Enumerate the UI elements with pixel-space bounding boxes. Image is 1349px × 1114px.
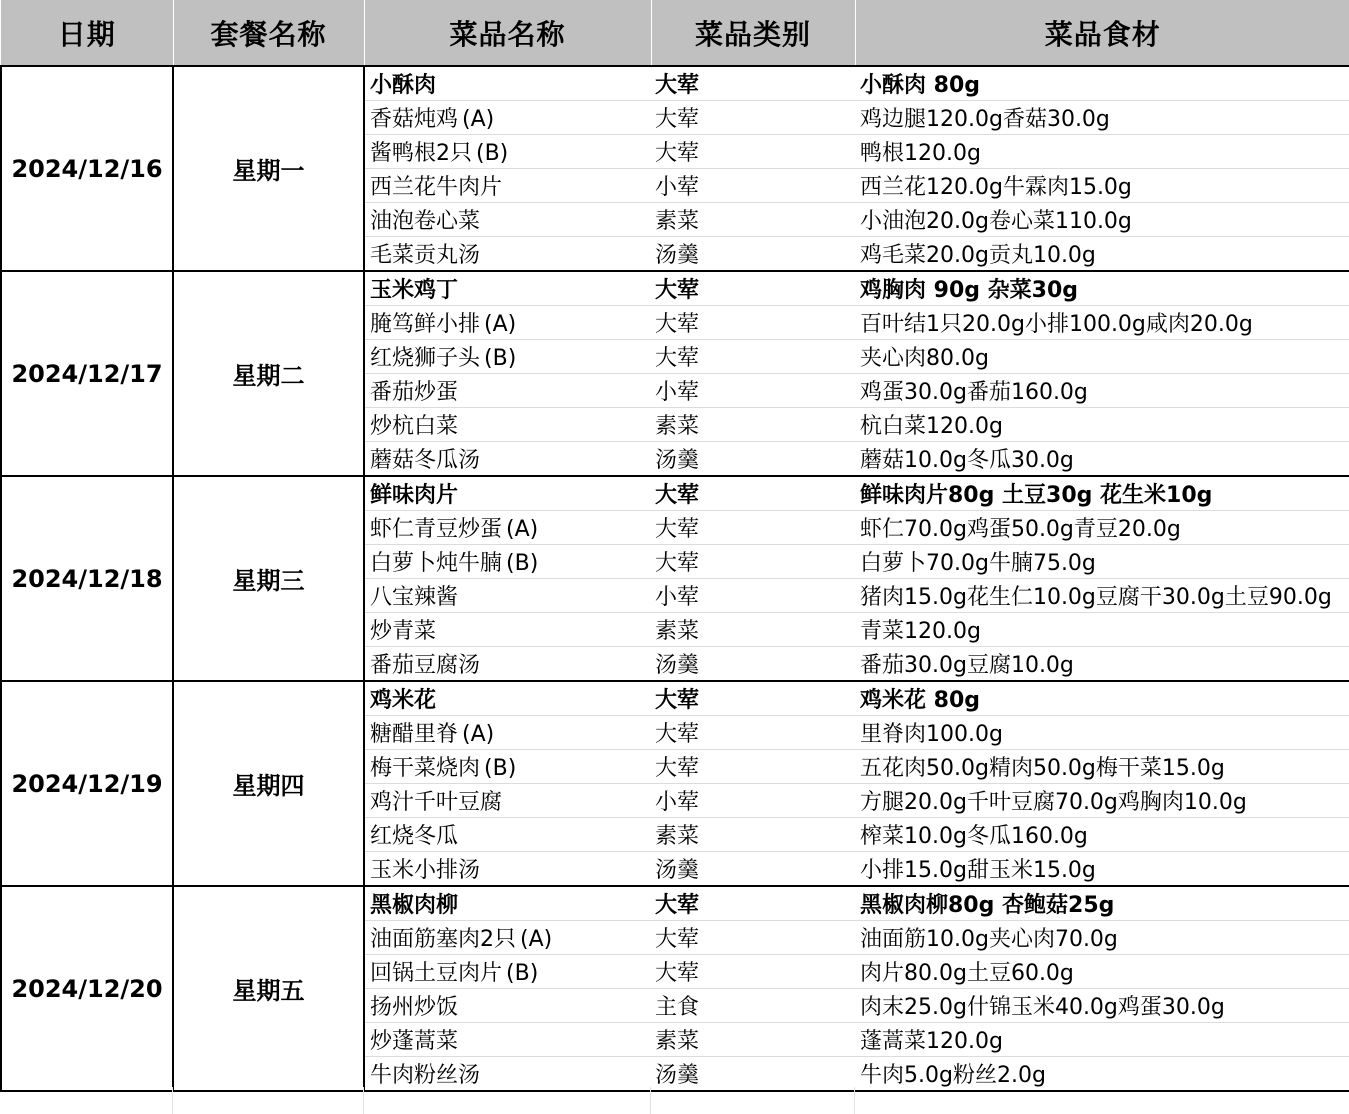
category-cell: 素菜 [651, 613, 855, 647]
dish-variant-tag: (B) [506, 551, 539, 576]
weekday-cell: 星期五 [173, 886, 364, 1091]
dish-name: 鲜味肉片 [370, 483, 459, 508]
category-cell: 素菜 [651, 1023, 855, 1057]
dish-name: 蘑菇冬瓜汤 [370, 448, 481, 473]
ingredients-cell: 猪肉15.0g花生仁10.0g豆腐干30.0g土豆90.0g [855, 579, 1349, 613]
menu-row [1, 886, 1349, 921]
category-cell: 主食 [651, 989, 855, 1023]
category-cell: 大荤 [651, 511, 855, 545]
category-cell: 大荤 [651, 340, 855, 374]
dish-name: 酱鸭根2只 [370, 141, 472, 166]
ingredients-cell: 蓬蒿菜120.0g [855, 1023, 1349, 1057]
category-cell: 大荤 [651, 306, 855, 340]
dish-name: 毛菜贡丸汤 [370, 243, 481, 268]
header-meal: 套餐名称 [173, 0, 364, 66]
date-cell: 2024/12/16 [1, 66, 173, 271]
dish-cell [364, 613, 651, 647]
category-cell: 汤羹 [651, 442, 855, 477]
weekday-cell: 星期二 [173, 271, 364, 476]
category-cell: 大荤 [651, 886, 855, 921]
ingredients-cell: 油面筋10.0g夹心肉70.0g [855, 921, 1349, 955]
dish-name: 虾仁青豆炒蛋 [370, 517, 503, 542]
ingredients-cell: 鸡边腿120.0g香菇30.0g [855, 101, 1349, 135]
category-cell: 大荤 [651, 750, 855, 784]
dish-cell [364, 237, 651, 272]
dish-name: 回锅土豆肉片 [370, 961, 503, 986]
dish-cell [364, 852, 651, 887]
dish-name: 黑椒肉柳 [370, 893, 459, 918]
dish-cell [364, 374, 651, 408]
dish-name: 鸡汁千叶豆腐 [370, 790, 503, 815]
dish-name: 炒杭白菜 [370, 414, 459, 439]
category-cell: 大荤 [651, 135, 855, 169]
menu-row [1, 476, 1349, 511]
category-cell: 大荤 [651, 681, 855, 716]
ingredients-cell: 鸡胸肉 90g 杂菜30g [855, 271, 1349, 306]
ingredients-cell: 白萝卜70.0g牛腩75.0g [855, 545, 1349, 579]
ingredients-cell: 鲜味肉片80g 土豆30g 花生米10g [855, 476, 1349, 511]
category-cell: 小荤 [651, 784, 855, 818]
ingredients-cell: 杭白菜120.0g [855, 408, 1349, 442]
dish-name: 红烧狮子头 [370, 346, 481, 371]
header-row [1, 0, 1349, 66]
ingredients-cell: 番茄30.0g豆腐10.0g [855, 647, 1349, 682]
dish-cell [364, 442, 651, 477]
category-cell: 汤羹 [651, 237, 855, 272]
dish-variant-tag: (A) [462, 107, 495, 132]
dish-variant-tag: (B) [484, 346, 517, 371]
category-cell: 大荤 [651, 716, 855, 750]
dish-variant-tag: (A) [462, 722, 495, 747]
ingredients-cell: 五花肉50.0g精肉50.0g梅干菜15.0g [855, 750, 1349, 784]
ingredients-cell: 肉末25.0g什锦玉米40.0g鸡蛋30.0g [855, 989, 1349, 1023]
category-cell: 大荤 [651, 66, 855, 101]
ingredients-cell: 小油泡20.0g卷心菜110.0g [855, 203, 1349, 237]
dish-cell [364, 1057, 651, 1092]
weekday-cell: 星期一 [173, 66, 364, 271]
dish-name: 小酥肉 [370, 73, 437, 98]
ingredients-cell: 牛肉5.0g粉丝2.0g [855, 1057, 1349, 1092]
dish-name: 油泡卷心菜 [370, 209, 481, 234]
dish-cell [364, 476, 651, 511]
date-cell: 2024/12/19 [1, 681, 173, 886]
category-cell: 大荤 [651, 955, 855, 989]
dish-cell [364, 921, 651, 955]
weekday-cell: 星期三 [173, 476, 364, 681]
dish-name: 白萝卜炖牛腩 [370, 551, 503, 576]
dish-cell [364, 135, 651, 169]
menu-row [1, 681, 1349, 716]
ingredients-cell: 西兰花120.0g牛霖肉15.0g [855, 169, 1349, 203]
dish-name: 腌笃鲜小排 [370, 312, 481, 337]
header-dish: 菜品名称 [364, 0, 651, 66]
dish-cell [364, 955, 651, 989]
category-cell: 小荤 [651, 169, 855, 203]
dish-name: 鸡米花 [370, 688, 437, 713]
date-cell: 2024/12/17 [1, 271, 173, 476]
menu-body [1, 66, 1349, 1091]
dish-cell [364, 681, 651, 716]
category-cell: 素菜 [651, 408, 855, 442]
dish-name: 扬州炒饭 [370, 995, 459, 1020]
category-cell: 大荤 [651, 921, 855, 955]
date-cell: 2024/12/20 [1, 886, 173, 1091]
category-cell: 素菜 [651, 818, 855, 852]
category-cell: 汤羹 [651, 1057, 855, 1092]
dish-cell [364, 66, 651, 101]
ingredients-cell: 方腿20.0g千叶豆腐70.0g鸡胸肉10.0g [855, 784, 1349, 818]
ingredients-cell: 蘑菇10.0g冬瓜30.0g [855, 442, 1349, 477]
dish-cell [364, 989, 651, 1023]
dish-cell [364, 271, 651, 306]
dish-name: 玉米鸡丁 [370, 278, 459, 303]
dish-cell [364, 579, 651, 613]
dish-cell [364, 340, 651, 374]
dish-cell [364, 784, 651, 818]
ingredients-cell: 鸭根120.0g [855, 135, 1349, 169]
dish-variant-tag: (A) [520, 927, 553, 952]
category-cell: 汤羹 [651, 647, 855, 682]
category-cell: 大荤 [651, 101, 855, 135]
date-cell: 2024/12/18 [1, 476, 173, 681]
dish-cell [364, 886, 651, 921]
dish-cell [364, 169, 651, 203]
dish-cell [364, 408, 651, 442]
dish-name: 梅干菜烧肉 [370, 756, 481, 781]
menu-row [1, 271, 1349, 306]
menu-row [1, 66, 1349, 101]
header-category: 菜品类别 [651, 0, 855, 66]
dish-name: 糖醋里脊 [370, 722, 459, 747]
dish-name: 香菇炖鸡 [370, 107, 459, 132]
category-cell: 汤羹 [651, 852, 855, 887]
dish-cell [364, 750, 651, 784]
ingredients-cell: 百叶结1只20.0g小排100.0g咸肉20.0g [855, 306, 1349, 340]
dish-cell [364, 306, 651, 340]
ingredients-cell: 小酥肉 80g [855, 66, 1349, 101]
ingredients-cell: 虾仁70.0g鸡蛋50.0g青豆20.0g [855, 511, 1349, 545]
ingredients-cell: 肉片80.0g土豆60.0g [855, 955, 1349, 989]
ingredients-cell: 黑椒肉柳80g 杏鲍菇25g [855, 886, 1349, 921]
dish-cell [364, 818, 651, 852]
weekday-cell: 星期四 [173, 681, 364, 886]
dish-variant-tag: (B) [476, 141, 509, 166]
dish-name: 番茄豆腐汤 [370, 653, 481, 678]
dish-name: 炒蓬蒿菜 [370, 1029, 459, 1054]
category-cell: 大荤 [651, 271, 855, 306]
ingredients-cell: 鸡米花 80g [855, 681, 1349, 716]
dish-cell [364, 716, 651, 750]
ingredients-cell: 小排15.0g甜玉米15.0g [855, 852, 1349, 887]
ingredients-cell: 鸡毛菜20.0g贡丸10.0g [855, 237, 1349, 272]
dish-name: 番茄炒蛋 [370, 380, 459, 405]
dish-cell [364, 203, 651, 237]
category-cell: 大荤 [651, 545, 855, 579]
category-cell: 小荤 [651, 579, 855, 613]
dish-cell [364, 511, 651, 545]
dish-cell [364, 545, 651, 579]
ingredients-cell: 里脊肉100.0g [855, 716, 1349, 750]
dish-name: 油面筋塞肉2只 [370, 927, 516, 952]
ingredients-cell: 鸡蛋30.0g番茄160.0g [855, 374, 1349, 408]
dish-name: 西兰花牛肉片 [370, 175, 503, 200]
ingredients-cell: 夹心肉80.0g [855, 340, 1349, 374]
dish-cell [364, 647, 651, 682]
ingredients-cell: 榨菜10.0g冬瓜160.0g [855, 818, 1349, 852]
dish-name: 炒青菜 [370, 619, 437, 644]
dish-variant-tag: (A) [484, 312, 517, 337]
dish-name: 红烧冬瓜 [370, 824, 459, 849]
dish-variant-tag: (B) [506, 961, 539, 986]
dish-variant-tag: (B) [484, 756, 517, 781]
category-cell: 小荤 [651, 374, 855, 408]
dish-variant-tag: (A) [506, 517, 539, 542]
ingredients-cell: 青菜120.0g [855, 613, 1349, 647]
dish-cell [364, 101, 651, 135]
empty-grid-row [0, 1087, 1349, 1114]
category-cell: 素菜 [651, 203, 855, 237]
dish-name: 牛肉粉丝汤 [370, 1063, 481, 1088]
dish-name: 玉米小排汤 [370, 858, 481, 883]
header-ingredients: 菜品食材 [855, 0, 1349, 66]
dish-name: 八宝辣酱 [370, 585, 459, 610]
category-cell: 大荤 [651, 476, 855, 511]
header-date: 日期 [1, 0, 173, 66]
dish-cell [364, 1023, 651, 1057]
